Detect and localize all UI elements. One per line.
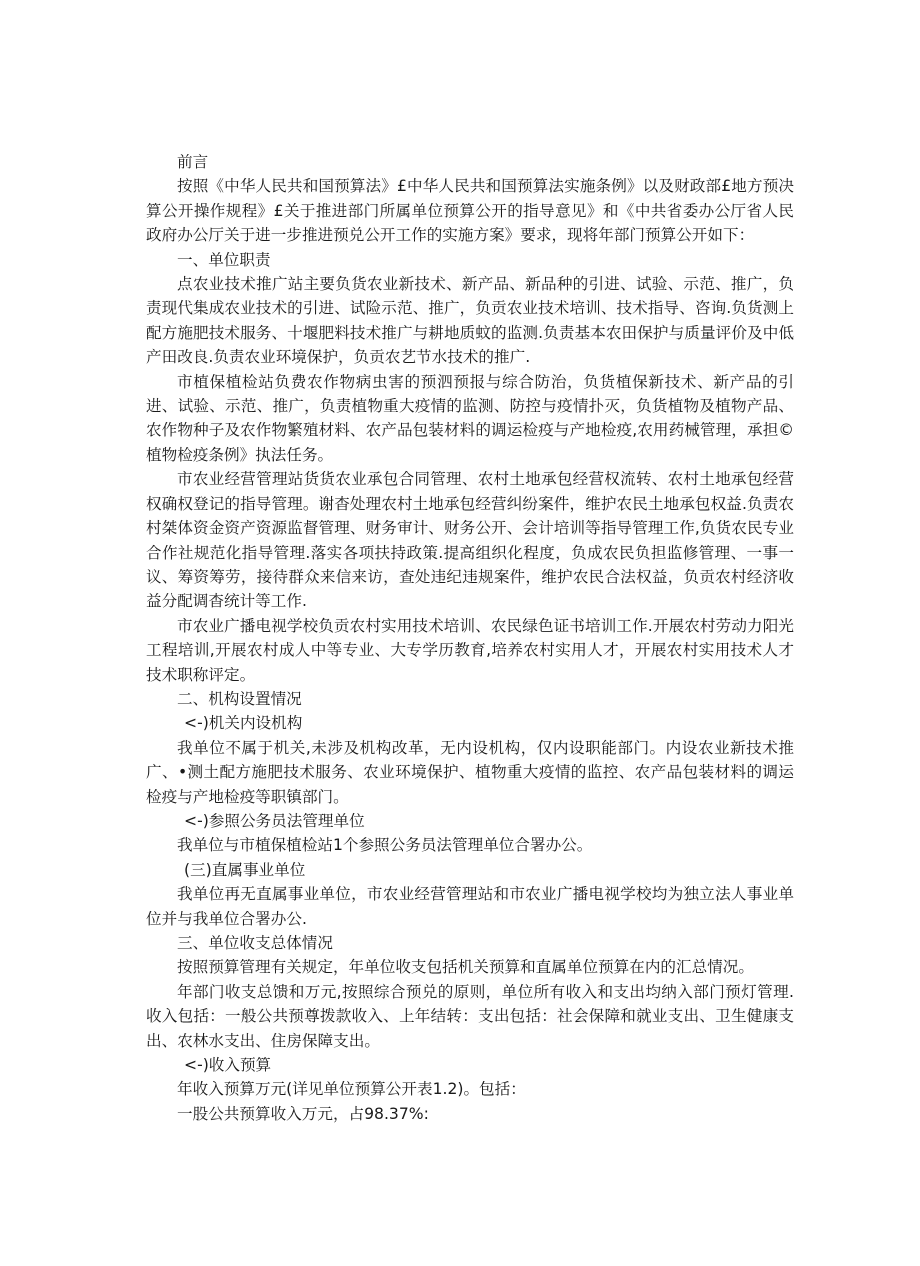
general-budget-share: 一股公共预算收入万元，占98.37%: (177, 1104, 429, 1123)
duties-paragraph-broadcast-school: 市农业广播电视学校负贡农村实用技术培训、农民绿色证书培训工作.开展农村劳动力阳光工程培训,开展农村成人中等专业、大专学历教育,培养农村实用人才，开展农村实用技术人才技术职称评定。 (146, 616, 794, 684)
duties-paragraph-tech-station: 点农业技术推广站主要负货农业新技术、新产品、新品种的引进、试验、示范、推广，负责现代集成农业技术的引进、试险示范、推广，负贡农业技术培训、技术指导、咨询.负货测上配方施肥技术服务、十堰肥料技术推广与耕地质蚊的监测.负责基本农田保护与质量评价及中低产田改良.负责农业环境保护，负贡农艺节水技术的推广. (146, 275, 794, 367)
revenue-expenditure-paragraph: 年部门收支总馈和万元,按照综合预兑的原则，单位所有收入和支出均纳入部门预灯管理.收入包括：一般公共预尊拨款收入、上年结转：支出包括：社会保障和就业支出、卫生健康支出、农林水支出、住房保障支出。 (146, 982, 794, 1050)
subheading-revenue-budget: <-)收入预算 (184, 1056, 272, 1075)
section-heading-revenue-expenditure: 三、单位收支总体情况 (177, 934, 333, 952)
duties-paragraph-plant-protection: 市植保植检站负费农作物病虫害的预泗预报与综合防治，负货植保新技术、新产品的引进、试验、示范、推广，负责植物重大疫情的监测、防控与疫情扑灭，负货植物及植物产品、农作物种子及农作物繁殖材料、农产品包装材料的调运检疫与产地检疫,农用药械管理，承担©植物检疫条例》执法任务。 (146, 372, 794, 464)
subheading-affiliated-units: (三)直属事业单位 (184, 860, 306, 879)
affiliated-units-paragraph: 我单位再无直属事业单位，市农业经营管理站和市农业广播电视学校均为独立法人事业单位并与我单位合署办公. (146, 885, 794, 928)
internal-institutions-paragraph: 我单位不属于机关,未涉及机构改革，无内设机构，仅内设职能部门。内设农业新技术推广、•测土配方施肥技术服务、农业环境保护、植物重大疫情的监控、农产品包装材料的调运检疫与产地检疫等职镇部门。 (146, 738, 794, 806)
preface-paragraph: 按照《中华人民共和国预算法》£中华人民共和国预算法实施条例》以及财政部£地方预决算公开操作规程》£关于推进部门所属单位预算公开的指导意见》和《中共省委办公厅省人民政府办公厅关于进一步推进预兑公开工作的实施方案》要求，现将年部门预算公开如下： (146, 177, 794, 245)
duties-paragraph-management-station: 市农业经营管理站货货农业承包合同管理、农村土地承包经营权流转、农村土地承包经营权确权登记的指导管理。谢杳处理农村土地承包经营纠纷案件，维护农民土地承包权益.负责农村桀体资金资产资源监督管理、财务审计、财务公开、会计培训等指导管理工作,负货农民专业合作社规范化指导管理.落实各项扶持政策.提高组织化程度，负成农民负担监修管理、一事一议、筹资筹劳，接待群众来信来访，查处违纪违规案件，维护农民合法权益，负贡农村经济收益分配调杳统计等工作. (146, 470, 794, 611)
subheading-internal-institutions: <-)机关内设机构 (184, 714, 303, 733)
section-heading-organization: 二、机构设置情况 (177, 689, 302, 708)
revenue-budget-paragraph: 年收入预算万元(详见单位预算公开表1.2)。包括： (177, 1080, 526, 1099)
preface-heading: 前言 (177, 153, 209, 171)
subheading-civil-servant-units: <-)参照公务员法管理单位 (184, 811, 365, 830)
revenue-expenditure-intro: 按照预算管理有关规定，年单位收支包括机关预算和直属单位预算在内的汇总情况。 (177, 958, 754, 977)
section-heading-unit-duties: 一、单位职责 (177, 250, 271, 269)
document-body (146, 150, 794, 1126)
civil-servant-units-paragraph: 我单位与市植保植检站1个参照公务员法管理单位合署办公。 (177, 836, 593, 855)
